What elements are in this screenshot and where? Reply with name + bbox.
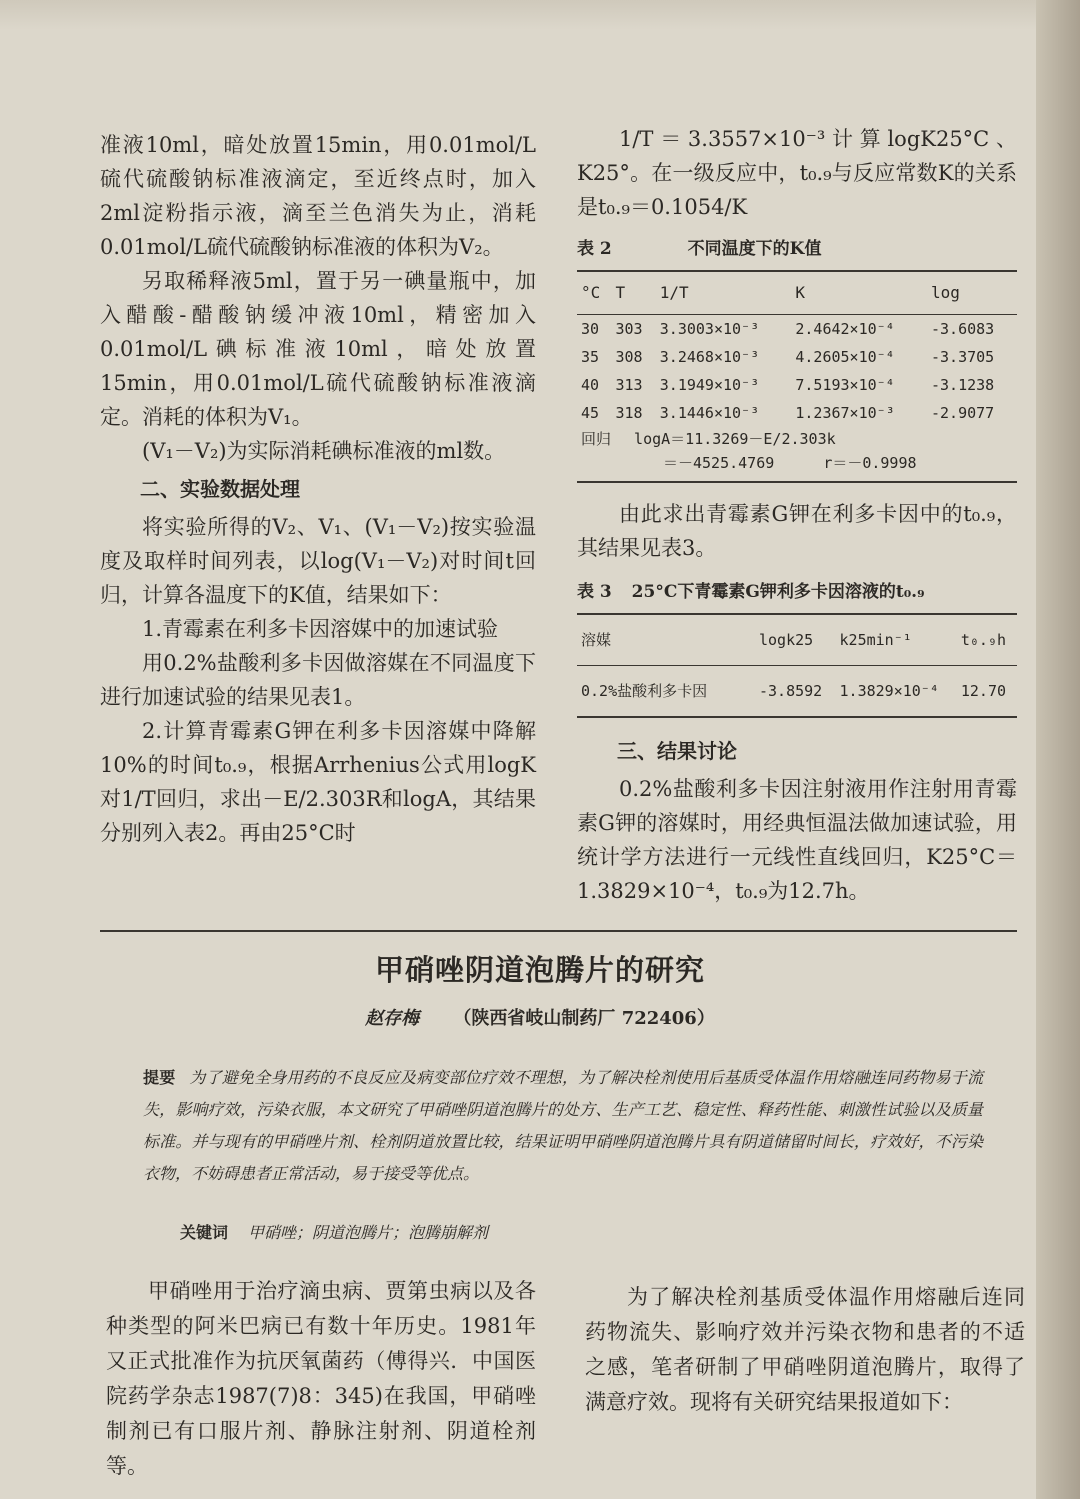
table-cell: 313 bbox=[615, 376, 643, 394]
regression-label: 回归 bbox=[581, 430, 612, 448]
table3-col-solvent: 溶媒 bbox=[581, 631, 612, 649]
table2-caption bbox=[577, 232, 1017, 266]
body-left-para: 甲硝唑用于治疗滴虫病、贾第虫病以及各种类型的阿米巴病已有数十年历史。1981年又正式批准作为抗厌氧菌药（傅得兴．中国医院药学杂志1987(7)8：345)在我国，甲硝唑制剂已有口服片剂、静脉注射剂、阴道栓剂等。 bbox=[106, 1279, 536, 1478]
left-para-5: 1.青霉素在利多卡因溶媒中的加速试验 bbox=[142, 617, 499, 641]
right-para-2: 由此求出青霉素G钾在利多卡因中的t₀.₉，其结果见表3。 bbox=[577, 502, 1017, 560]
table-cell: -3.1238 bbox=[930, 376, 995, 394]
left-para-7: 2.计算青霉素G钾在利多卡因溶媒中降解10%的时间t₀.₉，根据Arrhenius公式用logK对1/T回归，求出－E/2.303R和logA，其结果分别列入表2。再由25°C时 bbox=[100, 719, 536, 845]
table2-title: 不同温度下的K值 bbox=[687, 239, 822, 259]
regression-equation: logA＝11.3269－E/2.303k bbox=[634, 430, 836, 448]
page-binding-edge bbox=[1036, 0, 1080, 1499]
article-title: 甲硝唑阴道泡腾片的研究 bbox=[374, 953, 705, 987]
table3-header-row bbox=[577, 614, 1017, 666]
table-cell: 7.5193×10⁻⁴ bbox=[795, 376, 895, 394]
abstract bbox=[143, 1062, 983, 1190]
author-name: 赵存梅 bbox=[365, 1008, 420, 1029]
table-cell: 12.70 bbox=[960, 682, 1007, 700]
keywords-text: 甲硝唑；阴道泡腾片；泡腾崩解剂 bbox=[248, 1223, 489, 1242]
table-row bbox=[577, 343, 1017, 371]
table-cell: 45 bbox=[581, 404, 600, 422]
table3-col-t09: t₀.₉h bbox=[960, 631, 1007, 649]
table2-regression bbox=[577, 427, 1017, 483]
regression-line-1 bbox=[577, 427, 1017, 451]
right-para-3: 0.2%盐酸利多卡因注射液用作注射用青霉素G钾的溶媒时，用经典恒温法做加速试验，用统计学方法进行一元线性直线回归，K25°C＝1.3829×10⁻⁴，t₀.₉为12.7h。 bbox=[577, 777, 1017, 903]
table-cell: 308 bbox=[615, 348, 643, 366]
table-cell: -3.6083 bbox=[930, 320, 995, 338]
table-cell: -2.9077 bbox=[930, 404, 995, 422]
table2-col-log: log bbox=[930, 283, 960, 302]
table-cell: 0.2%盐酸利多卡因 bbox=[581, 682, 708, 700]
body-left-column bbox=[106, 1274, 536, 1484]
left-para-1: 准液10ml，暗处放置15min，用0.01mol/L硫代硫酸钠标准液滴定，至近终点时，加入2ml淀粉指示液，滴至兰色消失为止，消耗0.01mol/L硫代硫酸钠标准液的体积为V₂。 bbox=[100, 133, 536, 259]
table-cell: 3.1446×10⁻³ bbox=[659, 404, 760, 422]
left-para-6: 用0.2%盐酸利多卡因做溶媒在不同温度下进行加速试验的结果见表1。 bbox=[100, 651, 536, 709]
abstract-text: 为了避免全身用药的不良反应及病变部位疗效不理想，为了解决栓剂使用后基质受体温作用熔融连同药物易于流失，影响疗效，污染衣服，本文研究了甲硝唑阴道泡腾片的处方、生产工艺、稳定性、释药性能、刺激性试验以及质量标准。并与现有的甲硝唑片剂、栓剂阴道放置比较，结果证明甲硝唑阴道泡腾片具有阴道储留时间长，疗效好，不污染衣物，不妨碍患者正常活动，易于接受等优点。 bbox=[143, 1068, 983, 1183]
page-top-shadow bbox=[0, 0, 1080, 30]
right-column bbox=[577, 122, 1017, 908]
table-row bbox=[577, 666, 1017, 718]
table2-col-k: K bbox=[795, 283, 806, 302]
byline bbox=[0, 1004, 1080, 1030]
left-para-2: 另取稀释液5ml，置于另一碘量瓶中，加入醋酸-醋酸钠缓冲液10ml，精密加入0.01mol/L碘标准液10ml，暗处放置15min，用0.01mol/L硫代硫酸钠标准液滴定。消耗的体积为V₁。 bbox=[100, 269, 536, 429]
table-cell: -3.3705 bbox=[930, 348, 995, 366]
table-cell: -3.8592 bbox=[759, 682, 823, 700]
table-cell: 2.4642×10⁻⁴ bbox=[795, 320, 895, 338]
table3-caption bbox=[577, 575, 1017, 609]
table2-col-t: T bbox=[615, 283, 626, 302]
table-cell: 3.1949×10⁻³ bbox=[659, 376, 760, 394]
author-affiliation: （陕西省岐山制药厂 722406） bbox=[453, 1008, 715, 1029]
regression-line-2 bbox=[577, 451, 1017, 475]
regression-slope: ＝－4525.4769 bbox=[663, 454, 775, 472]
table-cell: 35 bbox=[581, 348, 600, 366]
regression-r: r＝－0.9998 bbox=[823, 454, 917, 472]
table3-label: 表 3 bbox=[577, 582, 612, 602]
table-cell: 4.2605×10⁻⁴ bbox=[795, 348, 895, 366]
table2-col-inv-t: 1/T bbox=[659, 283, 689, 302]
table-cell: 303 bbox=[615, 320, 643, 338]
table-row bbox=[577, 315, 1017, 344]
table-row bbox=[577, 399, 1017, 427]
section-heading-data-processing: 二、实验数据处理 bbox=[140, 477, 300, 501]
table2-header-row bbox=[577, 271, 1017, 315]
table3-col-logk: logk25 bbox=[759, 631, 814, 649]
right-para-1: 1/T＝3.3557×10⁻³计算logK25°C、K25°。在一级反应中，t₀.₉与反应常数K的关系是t₀.₉＝0.1054/K bbox=[577, 127, 1017, 219]
left-para-3: (V₁－V₂)为实际消耗碘标准液的ml数。 bbox=[142, 439, 506, 463]
left-column bbox=[100, 128, 536, 850]
keywords bbox=[180, 1218, 980, 1248]
table-cell: 3.3003×10⁻³ bbox=[659, 320, 760, 338]
abstract-label: 提要 bbox=[143, 1068, 176, 1087]
table3-col-k: k25min⁻¹ bbox=[839, 631, 912, 649]
table-cell: 3.2468×10⁻³ bbox=[659, 348, 760, 366]
body-right-column bbox=[585, 1280, 1025, 1420]
left-para-4: 将实验所得的V₂、V₁、(V₁－V₂)按实验温度及取样时间列表，以log(V₁－V₂)对时间t回归，计算各温度下的K值，结果如下： bbox=[100, 515, 536, 607]
table-cell: 40 bbox=[581, 376, 600, 394]
table-3 bbox=[577, 613, 1017, 718]
section-heading-results: 三、结果讨论 bbox=[617, 739, 737, 763]
table2-col-celsius: °C bbox=[581, 283, 601, 302]
table3-title: 25°C下青霉素G钾利多卡因溶液的t₀.₉ bbox=[631, 582, 925, 602]
table-cell: 1.2367×10⁻³ bbox=[795, 404, 895, 422]
table-2 bbox=[577, 270, 1017, 427]
table-cell: 30 bbox=[581, 320, 600, 338]
article-divider bbox=[100, 930, 1017, 932]
keywords-label: 关键词 bbox=[180, 1223, 229, 1242]
table-cell: 318 bbox=[615, 404, 643, 422]
table-cell: 1.3829×10⁻⁴ bbox=[839, 682, 939, 700]
body-right-para: 为了解决栓剂基质受体温作用熔融后连同药物流失、影响疗效并污染衣物和患者的不适之感，笔者研制了甲硝唑阴道泡腾片，取得了满意疗效。现将有关研究结果报道如下： bbox=[585, 1285, 1025, 1414]
table2-label: 表 2 bbox=[577, 239, 612, 259]
table-row bbox=[577, 371, 1017, 399]
